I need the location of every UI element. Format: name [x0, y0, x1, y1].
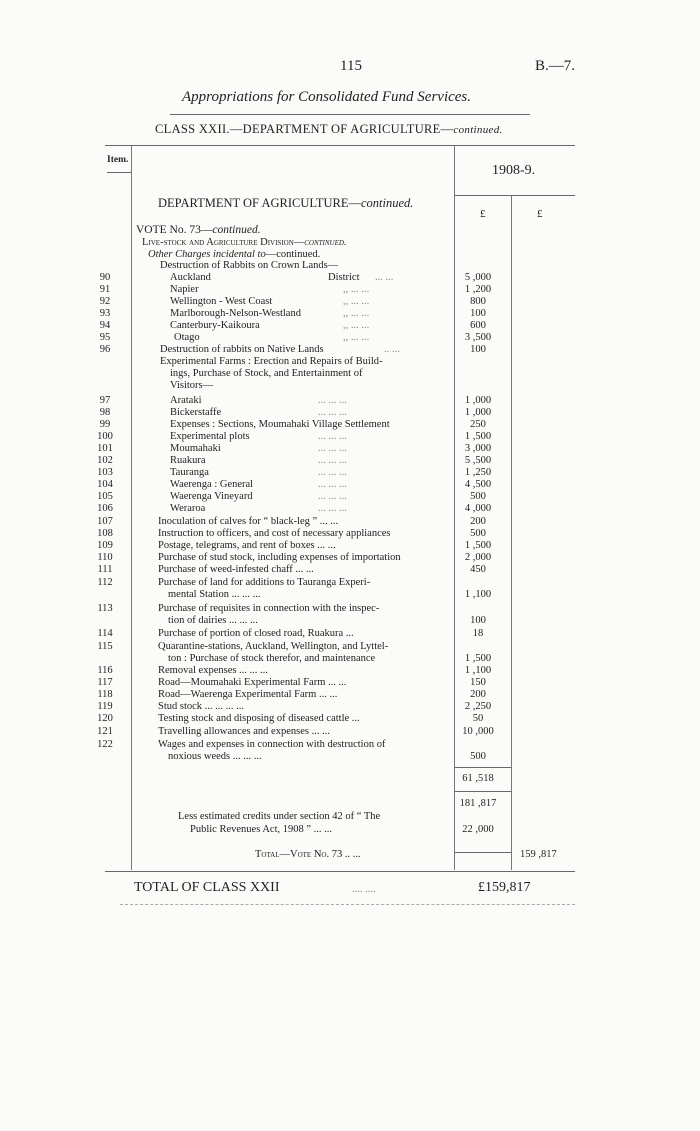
vote-total-amount: 159 ,817 — [520, 849, 557, 860]
table-row — [0, 701, 700, 713]
row-text: Arataki — [170, 395, 202, 406]
item-number: 117 — [97, 677, 113, 688]
credits-row — [0, 811, 700, 823]
farms-heading-line-1: Experimental Farms : Erection and Repairs of Build- — [160, 356, 383, 367]
row-amount: 1 ,100 — [464, 665, 492, 676]
row-amount: 800 — [470, 296, 486, 307]
item-number: 108 — [97, 528, 113, 539]
item-number: 106 — [97, 503, 113, 514]
item-number: 122 — [97, 739, 113, 750]
table-row — [0, 528, 700, 540]
table-row — [0, 739, 700, 751]
table-row-continued — [0, 653, 700, 665]
row-dots: ... ... ... — [318, 395, 347, 406]
row-text: Weraroa — [170, 503, 206, 514]
row-amount: 3 ,000 — [464, 443, 492, 454]
table-bottom-rule — [105, 871, 575, 872]
row-text: Waerenga : General — [170, 479, 254, 490]
row-text: Removal expenses ... ... ... — [158, 665, 268, 676]
division-heading-continued: continued. — [304, 237, 347, 248]
row-amount: 500 — [470, 528, 486, 539]
row-amount: 1 ,000 — [464, 407, 492, 418]
row-dots: ,, ... ... — [343, 296, 370, 307]
pound-column-1: £ — [480, 208, 486, 220]
table-row — [0, 516, 700, 528]
credits-text-line-2: Public Revenues Act, 1908 ” ... ... — [190, 824, 333, 835]
row-dots: ,, ... ... — [343, 332, 370, 343]
row-text: Inoculation of calves for “ black-leg ” ... ... — [158, 516, 339, 527]
item-number: 116 — [97, 665, 113, 676]
row-amount: 1 ,100 — [464, 589, 492, 600]
row-text: Auckland — [170, 272, 211, 283]
row-text: Moumahaki — [170, 443, 221, 454]
row-text: Wages and expenses in connection with destruction of — [158, 739, 386, 750]
year-header-rule — [455, 195, 575, 196]
item-number: 105 — [97, 491, 113, 502]
subtotal-amount: 61 ,518 — [462, 773, 494, 784]
table-row — [0, 491, 700, 503]
table-row — [0, 467, 700, 479]
row-text: Testing stock and disposing of diseased cattle ... — [158, 713, 360, 724]
item-number: 95 — [99, 332, 111, 343]
row-amount: 150 — [470, 677, 486, 688]
class-heading — [155, 122, 503, 137]
row-dots: ,, ... ... — [343, 284, 370, 295]
row-text: Purchase of requisites in connection with the inspec- — [158, 603, 380, 614]
row-text: ton : Purchase of stock therefor, and maintenance — [168, 653, 376, 664]
division-heading-main: Live-stock and Agriculture Division— — [142, 237, 305, 248]
title-rule — [170, 114, 530, 115]
table-row — [0, 713, 700, 725]
vote-heading-main: VOTE No. 73— — [136, 224, 213, 236]
item-number: 97 — [99, 395, 111, 406]
row-amount: 5 ,000 — [464, 272, 492, 283]
row-amount: 250 — [470, 419, 486, 430]
district-label: District — [328, 272, 360, 283]
row-dots: ... ... ... — [318, 443, 347, 454]
page-number: 115 — [340, 58, 362, 74]
vote-total-row — [0, 849, 700, 861]
row-text: mental Station ... ... ... — [168, 589, 261, 600]
credits-row-continued — [0, 824, 700, 836]
row-text: Tauranga — [170, 467, 209, 478]
table-row — [0, 332, 700, 344]
table-row — [0, 308, 700, 320]
row-amount: 50 — [472, 713, 484, 724]
table-row — [0, 689, 700, 701]
row-amount: 1 ,250 — [464, 467, 492, 478]
item-number: 110 — [97, 552, 113, 563]
table-row — [0, 284, 700, 296]
row-dots: ... ... ... — [318, 503, 347, 514]
subtotal-rule — [455, 767, 511, 768]
class-total-amount: £159,817 — [478, 880, 531, 895]
item-number: 109 — [97, 540, 113, 551]
row-amount: 200 — [470, 689, 486, 700]
table-row — [0, 665, 700, 677]
row-text: noxious weeds ... ... ... — [168, 751, 262, 762]
row-text: Road—Waerenga Experimental Farm ... ... — [158, 689, 338, 700]
row-text: Napier — [170, 284, 199, 295]
credits-amount: 22 ,000 — [462, 824, 494, 835]
class-heading-continued: continued. — [453, 124, 503, 136]
table-row — [0, 677, 700, 689]
table-row — [0, 395, 700, 407]
row-text: Purchase of stud stock, including expenses of importation — [158, 552, 401, 563]
row-amount: 18 — [472, 628, 484, 639]
table-row — [0, 628, 700, 640]
table-row — [0, 503, 700, 515]
vote-heading — [136, 224, 261, 236]
table-row — [0, 641, 700, 653]
item-number: 119 — [97, 701, 113, 712]
item-header-rule — [107, 172, 131, 173]
row-dots: ... ... ... — [318, 407, 347, 418]
vote-heading-continued: continued. — [212, 224, 261, 236]
item-number: 96 — [99, 344, 111, 355]
row-amount: 1 ,500 — [464, 540, 492, 551]
row-amount: 1 ,500 — [464, 431, 492, 442]
item-number: 104 — [97, 479, 113, 490]
table-row — [0, 320, 700, 332]
row-amount: 100 — [470, 615, 486, 626]
item-number: 99 — [99, 419, 111, 430]
footer-rule — [120, 904, 575, 905]
row-dots: ,, ... ... — [343, 320, 370, 331]
table-row — [0, 577, 700, 589]
subtotal-row — [0, 773, 700, 785]
item-number: 113 — [97, 603, 113, 614]
row-text: Road—Moumahaki Experimental Farm ... ... — [158, 677, 347, 688]
farms-heading — [160, 356, 382, 392]
item-number: 102 — [97, 455, 113, 466]
vote-total-label: Total—Vote No. 73 .. ... — [255, 849, 361, 860]
year-header: 1908-9. — [492, 163, 536, 178]
class-total-dots: .... .... — [352, 884, 376, 895]
farms-heading-line-3: Visitors— — [170, 380, 214, 391]
rabbits-heading: Destruction of Rabbits on Crown Lands— — [160, 260, 339, 271]
other-charges-main: Other Charges incidental to — [148, 249, 266, 260]
document-reference: B.—7. — [535, 58, 576, 74]
row-text: Otago — [174, 332, 200, 343]
item-number: 101 — [97, 443, 113, 454]
row-text: Travelling allowances and expenses ... ... — [158, 726, 330, 737]
row-amount: 1 ,500 — [464, 653, 492, 664]
table-row — [0, 479, 700, 491]
row-amount: 450 — [470, 564, 486, 575]
row-text: Destruction of rabbits on Native Lands — [160, 344, 324, 355]
row-text: tion of dairies ... ... ... — [168, 615, 258, 626]
table-row — [0, 564, 700, 576]
row-dots: ... ... ... — [318, 431, 347, 442]
department-heading-continued: continued. — [361, 196, 414, 210]
item-number: 107 — [97, 516, 113, 527]
row-amount: 1 ,000 — [464, 395, 492, 406]
item-number: 92 — [99, 296, 111, 307]
table-row — [0, 726, 700, 738]
gross-amount: 181 ,817 — [459, 798, 497, 809]
row-text: Purchase of portion of closed road, Ruakura ... — [158, 628, 354, 639]
row-amount: 500 — [470, 751, 486, 762]
item-number: 111 — [97, 564, 113, 575]
row-amount: 5 ,500 — [464, 455, 492, 466]
table-row — [0, 419, 700, 431]
item-number: 93 — [99, 308, 111, 319]
table-row — [0, 407, 700, 419]
item-column-header: Item. — [107, 155, 129, 165]
row-amount: 2 ,000 — [464, 552, 492, 563]
gross-row — [0, 798, 700, 810]
gross-rule — [455, 791, 511, 792]
other-charges-heading — [148, 249, 320, 260]
row-dots: ... ... ... — [318, 455, 347, 466]
item-number: 118 — [97, 689, 113, 700]
row-amount: 1 ,200 — [464, 284, 492, 295]
row-dots: .. ... — [384, 344, 400, 355]
table-row — [0, 344, 700, 356]
row-text: Bickerstaffe — [170, 407, 222, 418]
row-amount: 4 ,000 — [464, 503, 492, 514]
row-dots: ... ... ... — [318, 491, 347, 502]
row-dots: ... ... — [375, 272, 394, 283]
table-row — [0, 431, 700, 443]
table-row — [0, 603, 700, 615]
item-number: 91 — [99, 284, 111, 295]
row-text: Marlborough-Nelson-Westland — [170, 308, 301, 319]
class-heading-main: CLASS XXII.—DEPARTMENT OF AGRICULTURE— — [155, 122, 454, 136]
item-number: 100 — [97, 431, 113, 442]
table-row-continued — [0, 751, 700, 763]
row-text: Expenses : Sections, Moumahaki Village Settlement — [170, 419, 390, 430]
table-row — [0, 296, 700, 308]
row-amount: 200 — [470, 516, 486, 527]
table-top-rule — [105, 145, 575, 146]
class-total-label: TOTAL OF CLASS XXII — [134, 880, 280, 895]
item-number: 120 — [97, 713, 113, 724]
item-number: 121 — [97, 726, 113, 737]
row-amount: 3 ,500 — [464, 332, 492, 343]
item-number: 103 — [97, 467, 113, 478]
item-number: 112 — [97, 577, 113, 588]
row-text: Waerenga Vineyard — [170, 491, 253, 502]
farms-heading-line-2: ings, Purchase of Stock, and Entertainment of — [170, 368, 363, 379]
row-dots: ,, ... ... — [343, 308, 370, 319]
row-text: Stud stock ... ... ... ... — [158, 701, 245, 712]
row-amount: 2 ,250 — [464, 701, 492, 712]
table-row — [0, 540, 700, 552]
table-row — [0, 272, 700, 284]
row-text: Ruakura — [170, 455, 206, 466]
pound-column-2: £ — [537, 208, 543, 220]
row-text: Quarantine-stations, Auckland, Wellington, and Lyttel- — [158, 641, 389, 652]
table-row — [0, 443, 700, 455]
row-text: Experimental plots — [170, 431, 250, 442]
row-text: Canterbury-Kaikoura — [170, 320, 260, 331]
row-text: Instruction to officers, and cost of necessary appliances — [158, 528, 391, 539]
credits-text-line-1: Less estimated credits under section 42 of “ The — [178, 811, 381, 822]
item-number: 90 — [99, 272, 111, 283]
row-text: Purchase of land for additions to Tauranga Experi- — [158, 577, 371, 588]
row-amount: 500 — [470, 491, 486, 502]
table-row — [0, 552, 700, 564]
item-number: 114 — [97, 628, 113, 639]
other-charges-continued: —continued. — [265, 249, 321, 260]
table-row-continued — [0, 615, 700, 627]
row-text: Purchase of weed-infested chaff ... ... — [158, 564, 314, 575]
item-number: 94 — [99, 320, 111, 331]
table-row-continued — [0, 589, 700, 601]
row-amount: 4 ,500 — [464, 479, 492, 490]
row-dots: ... ... ... — [318, 479, 347, 490]
division-heading — [142, 237, 347, 248]
row-amount: 600 — [470, 320, 486, 331]
item-number: 115 — [97, 641, 113, 652]
department-heading — [158, 196, 413, 211]
row-amount: 10 ,000 — [462, 726, 494, 737]
row-text: Postage, telegrams, and rent of boxes ... ... — [158, 540, 336, 551]
row-text: Wellington - West Coast — [170, 296, 273, 307]
page-title: Appropriations for Consolidated Fund Services. — [182, 89, 472, 105]
row-dots: ... ... ... — [318, 467, 347, 478]
row-amount: 100 — [470, 344, 486, 355]
row-amount: 100 — [470, 308, 486, 319]
item-number: 98 — [99, 407, 111, 418]
table-row — [0, 455, 700, 467]
department-heading-main: DEPARTMENT OF AGRICULTURE— — [158, 196, 361, 210]
